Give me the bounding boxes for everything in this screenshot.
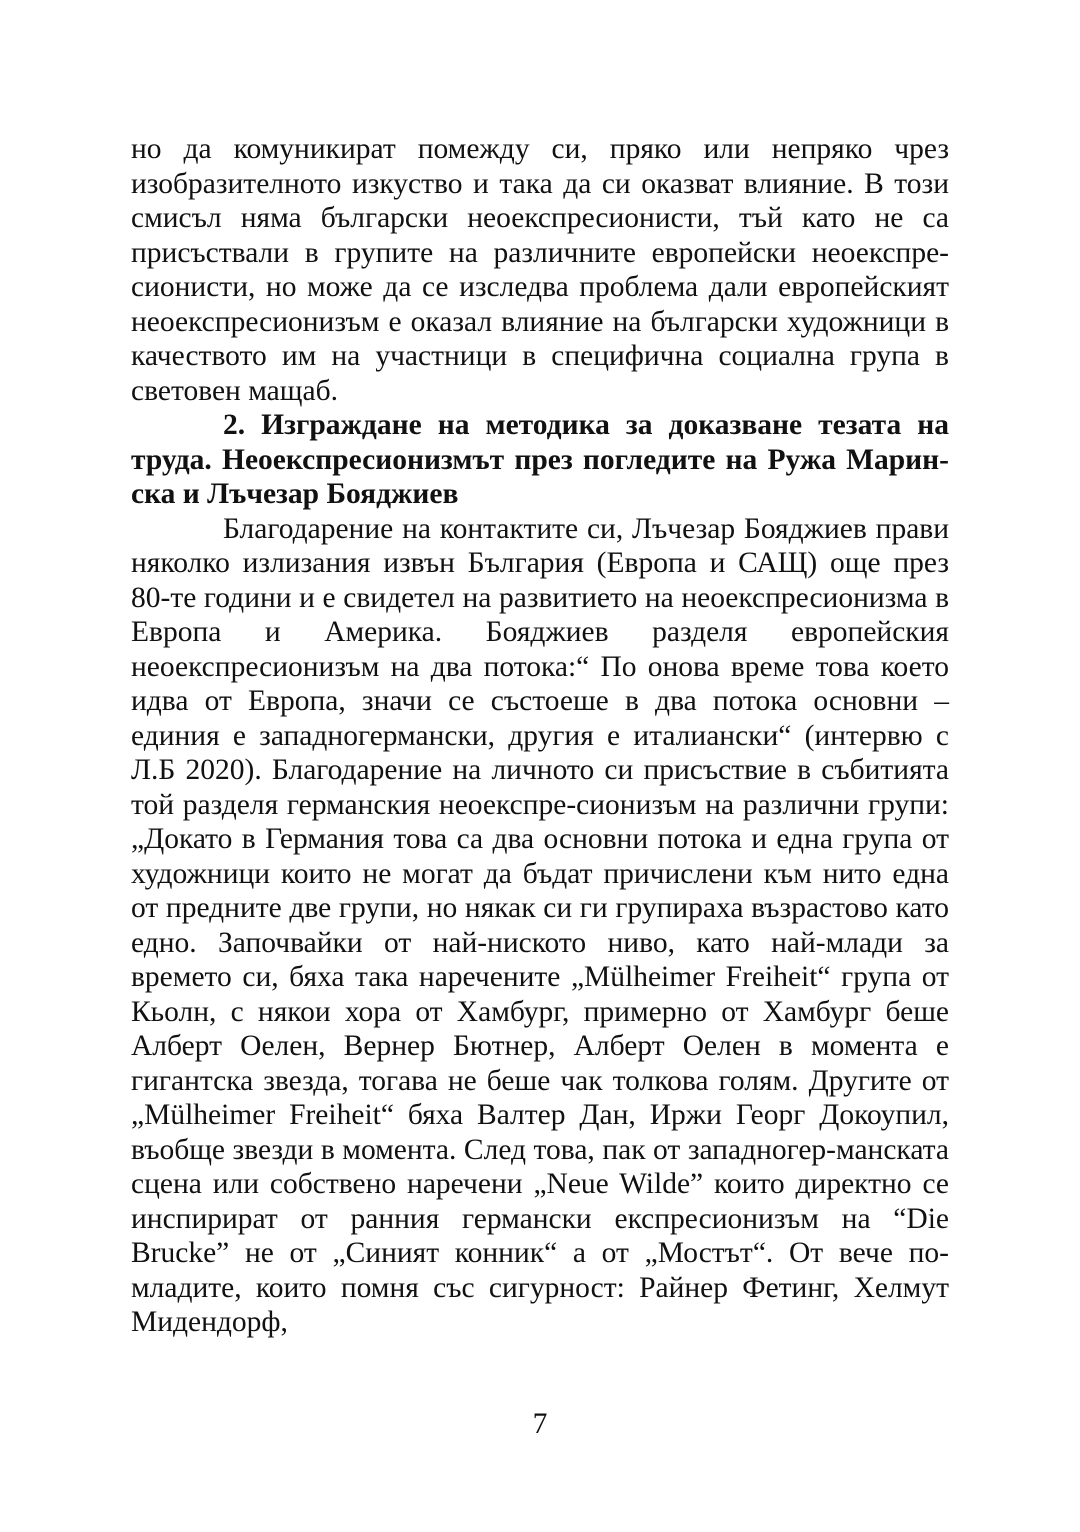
section-heading: 2. Изграждане на методика за доказване тезата на труда. Неоекспресионизмът през погледите на Ружа Марин-ска и Лъчезар Бояджиев bbox=[131, 409, 949, 510]
paragraph: но да комуникират помежду си, пряко или непряко чрез изобразителното изкуство и така да си оказват влияние. В този смисъл няма български неоекспресионисти, тъй като не са присъствали в групите на различните европейски неоекспре-сионисти, но може да се изследва проблема дали европейският неоекспресионизъм е оказал влияние на български художници в качеството им на участници в специфична социална група в световен мащаб. bbox=[131, 133, 949, 407]
page-number: 7 bbox=[532, 1408, 548, 1440]
page-body bbox=[131, 132, 949, 1340]
paragraph: Благодарение на контактите си, Лъчезар Бояджиев прави няколко излизания извън България (Европа и САЩ) още през 80-те години и е свидетел на развитието на неоекспресионизма в Европа и Америка. Бояджиев разделя европейския неоекспресионизъм на два потока:“ По онова време това което идва от Европа, значи се състоеше в два потока основни – единия е западногермански, другия е италиански“ (интервю с Л.Б 2020). Благодарение на личното си присъствие в събитията той разделя германския неоекспре-сионизъм на различни групи: „Докато в Германия това са два основни потока и една група от художници които не могат да бъдат причислени към нито една от предните две групи, но някак си ги групираха възрастово като едно. Започвайки от най-ниското ниво, като най-млади за времето си, бяха така наречените „Mülheimer Freiheit“ група от Кьолн, с някои хора от Хамбург, примерно от Хамбург беше Алберт Оелен, Вернер Бютнер, Алберт Оелен в момента е гигантска звезда, тогава не беше чак толкова голям. Другите от „Mülheimer Freiheit“ бяха Валтер Дан, Иржи Георг Докоупил, въобще звезди в момента. След това, пак от западногер-манската сцена или собствено наречени „Neue Wilde” които директно се инспирират от ранния германски експресионизъм на “Die Brucke” не от „Синият конник“ а от „Мостът“. От вече по-младите, които помня със сигурност: Райнер Фетинг, Хелмут Мидендорф, bbox=[131, 512, 949, 1338]
